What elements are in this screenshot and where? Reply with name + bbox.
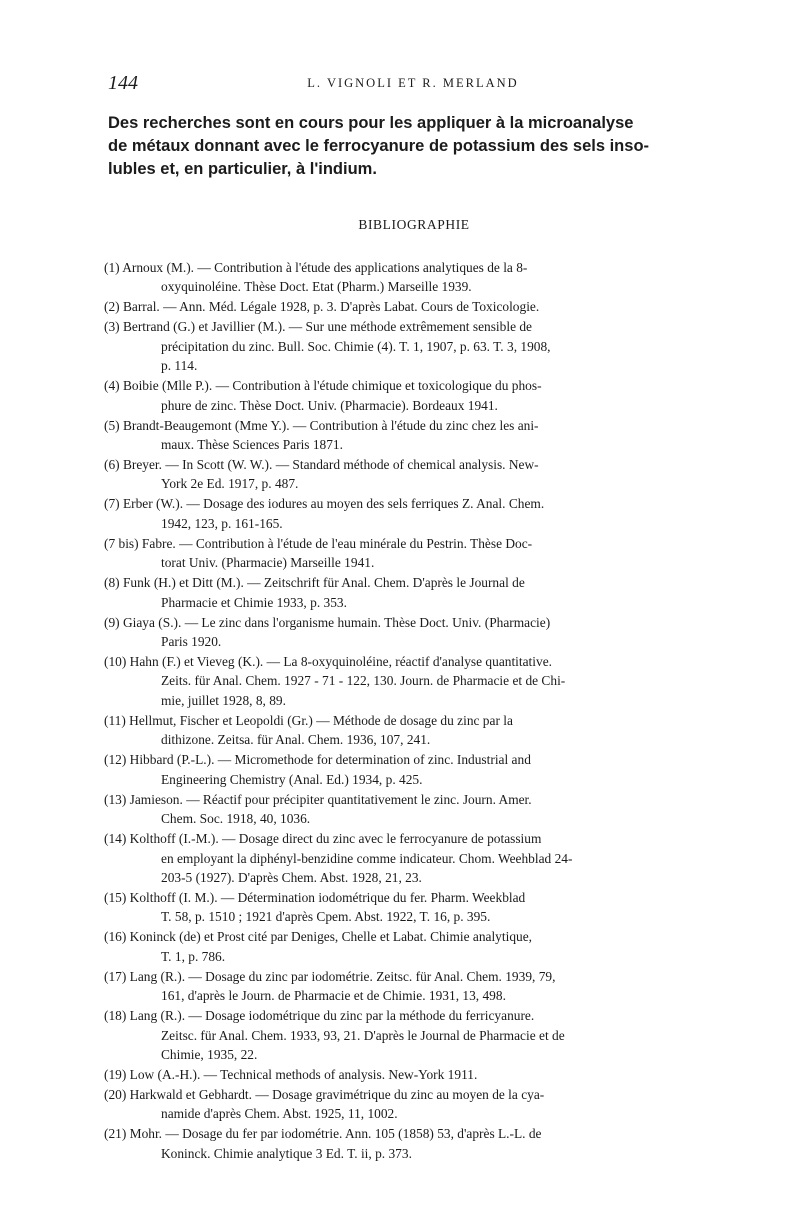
bibliography-entry — [104, 711, 720, 750]
entry-first-line: (3) Bertrand (G.) et Javillier (M.). — Sur une méthode extrêmement sensible de — [104, 319, 532, 335]
bibliography-entry — [104, 317, 720, 375]
bibliography-entry — [104, 494, 720, 533]
entry-continuation-line: précipitation du zinc. Bull. Soc. Chimie (4). T. 1, 1907, p. 63. T. 3, 1908, — [161, 338, 551, 354]
bibliography-entry — [104, 790, 720, 829]
entry-continuation-line: Zeitsc. für Anal. Chem. 1933, 93, 21. D'après le Journal de Pharmacie et de — [161, 1027, 565, 1043]
entry-first-line: (20) Harkwald et Gebhardt. — Dosage gravimétrique du zinc au moyen de la cya- — [104, 1086, 545, 1102]
intro-line: Des recherches sont en cours pour les appliquer à la microanalyse — [108, 114, 634, 132]
bibliography-entry — [104, 927, 720, 966]
entry-continuation-line: Engineering Chemistry (Anal. Ed.) 1934, p. 425. — [161, 771, 423, 787]
entry-continuation-line: Pharmacie et Chimie 1933, p. 353. — [161, 594, 347, 610]
bibliography-entry — [104, 1124, 720, 1163]
entry-continuation-line: phure de zinc. Thèse Doct. Univ. (Pharmacie). Bordeaux 1941. — [161, 397, 498, 413]
entry-first-line: (18) Lang (R.). — Dosage iodométrique du zinc par la méthode du ferricyanure. — [104, 1008, 535, 1024]
bibliography-entry — [104, 750, 720, 789]
bibliography-entry — [104, 652, 720, 710]
entry-first-line: (7) Erber (W.). — Dosage des iodures au moyen des sels ferriques Z. Anal. Chem. — [104, 496, 545, 512]
entry-continuation-line: maux. Thèse Sciences Paris 1871. — [161, 437, 343, 453]
entry-first-line: (16) Koninck (de) et Prost cité par Deniges, Chelle et Labat. Chimie analytique, — [104, 929, 532, 945]
entry-first-line: (8) Funk (H.) et Ditt (M.). — Zeitschrift für Anal. Chem. D'après le Journal de — [104, 575, 525, 591]
entry-continuation-line: Chimie, 1935, 22. — [161, 1046, 258, 1062]
entry-first-line: (1) Arnoux (M.). — Contribution à l'étude des applications analytiques de la 8- — [104, 260, 528, 275]
bibliography-entry — [104, 1085, 720, 1124]
section-title: BIBLIOGRAPHIE — [358, 217, 470, 232]
entry-first-line: (7 bis) Fabre. — Contribution à l'étude de l'eau minérale du Pestrin. Thèse Doc- — [104, 535, 533, 551]
bibliography-entry — [104, 1006, 720, 1064]
entry-continuation-line: Zeits. für Anal. Chem. 1927 - 71 - 122, 130. Journ. de Pharmacie et de Chi- — [161, 673, 566, 689]
entry-first-line: (17) Lang (R.). — Dosage du zinc par iodométrie. Zeitsc. für Anal. Chem. 1939, 79, — [104, 968, 556, 984]
entry-continuation-line: p. 114. — [161, 358, 198, 374]
intro-line: lubles et, en particulier, à l'indium. — [108, 160, 377, 178]
bibliography-entry — [104, 297, 720, 316]
bibliography-entry — [104, 613, 720, 652]
entry-continuation-line: dithizone. Zeitsa. für Anal. Chem. 1936, 107, 241. — [161, 732, 431, 748]
entry-continuation-line: York 2e Ed. 1917, p. 487. — [161, 476, 299, 492]
entry-continuation-line: 161, d'après le Journ. de Pharmacie et de Chimie. 1931, 13, 498. — [161, 988, 506, 1004]
entry-continuation-line: en employant la diphényl-benzidine comme indicateur. Chom. Weehblad 24- — [161, 850, 573, 866]
entry-continuation-line: Chem. Soc. 1918, 40, 1036. — [161, 811, 311, 827]
entry-continuation-line: Koninck. Chimie analytique 3 Ed. T. ii, p. 373. — [161, 1145, 412, 1161]
entry-continuation-line: 1942, 123, p. 161-165. — [161, 515, 283, 531]
entry-continuation-line: T. 1, p. 786. — [161, 948, 226, 964]
entry-first-line: (10) Hahn (F.) et Vieveg (K.). — La 8-oxyquinoléine, réactif d'analyse quantitative. — [104, 654, 552, 670]
intro-line: de métaux donnant avec le ferrocyanure de potassium des sels inso- — [108, 137, 650, 155]
running-head: L. VIGNOLI ET R. MERLAND — [307, 76, 519, 90]
bibliography-entry — [104, 829, 720, 887]
bibliography-entry — [104, 967, 720, 1006]
entry-continuation-line: Paris 1920. — [161, 634, 222, 650]
entry-first-line: (21) Mohr. — Dosage du fer par iodométrie. Ann. 105 (1858) 53, d'après L.-L. de — [104, 1126, 542, 1142]
entry-first-line: (13) Jamieson. — Réactif pour précipiter quantitativement le zinc. Journ. Amer. — [104, 791, 532, 807]
entry-continuation-line: mie, juillet 1928, 8, 89. — [161, 692, 286, 708]
entry-continuation-line: torat Univ. (Pharmacie) Marseille 1941. — [161, 555, 375, 571]
bibliography-entry — [104, 258, 720, 297]
bibliography-entry — [104, 1065, 720, 1084]
entry-first-line: (5) Brandt-Beaugemont (Mme Y.). — Contribution à l'étude du zinc chez les ani- — [104, 417, 539, 433]
page-header — [108, 72, 718, 96]
entry-first-line: (12) Hibbard (P.-L.). — Micromethode for determination of zinc. Industrial and — [104, 752, 531, 768]
bibliography-list — [104, 258, 720, 1164]
entry-continuation-line: 203-5 (1927). D'après Chem. Abst. 1928, 21, 23. — [161, 869, 422, 885]
bibliography-entry — [104, 888, 720, 927]
entry-first-line: (19) Low (A.-H.). — Technical methods of analysis. New-York 1911. — [104, 1066, 478, 1082]
intro-paragraph — [108, 112, 720, 181]
entry-first-line: (14) Kolthoff (I.-M.). — Dosage direct du zinc avec le ferrocyanure de potassium — [104, 831, 542, 847]
entry-first-line: (15) Kolthoff (I. M.). — Détermination iodométrique du fer. Pharm. Weekblad — [104, 889, 526, 905]
entry-first-line: (9) Giaya (S.). — Le zinc dans l'organisme humain. Thèse Doct. Univ. (Pharmacie) — [104, 614, 551, 630]
bibliography-entry — [104, 455, 720, 494]
bibliography-entry — [104, 534, 720, 573]
page-number: 144 — [108, 72, 138, 94]
entry-first-line: (11) Hellmut, Fischer et Leopoldi (Gr.) — Méthode de dosage du zinc par la — [104, 712, 513, 728]
entry-continuation-line: oxyquinoléine. Thèse Doct. Etat (Pharm.) Marseille 1939. — [161, 279, 472, 295]
entry-continuation-line: T. 58, p. 1510 ; 1921 d'après Cpem. Abst. 1922, T. 16, p. 395. — [161, 909, 491, 925]
entry-continuation-line: namide d'après Chem. Abst. 1925, 11, 1002. — [161, 1106, 398, 1122]
bibliography-entry — [104, 376, 720, 415]
entry-first-line: (2) Barral. — Ann. Méd. Légale 1928, p. 3. D'après Labat. Cours de Toxicologie. — [104, 299, 540, 315]
bibliography-entry — [104, 573, 720, 612]
entry-first-line: (6) Breyer. — In Scott (W. W.). — Standard méthode of chemical analysis. New- — [104, 457, 539, 473]
bibliography-entry — [104, 416, 720, 455]
entry-first-line: (4) Boibie (Mlle P.). — Contribution à l'étude chimique et toxicologique du phos- — [104, 378, 542, 394]
